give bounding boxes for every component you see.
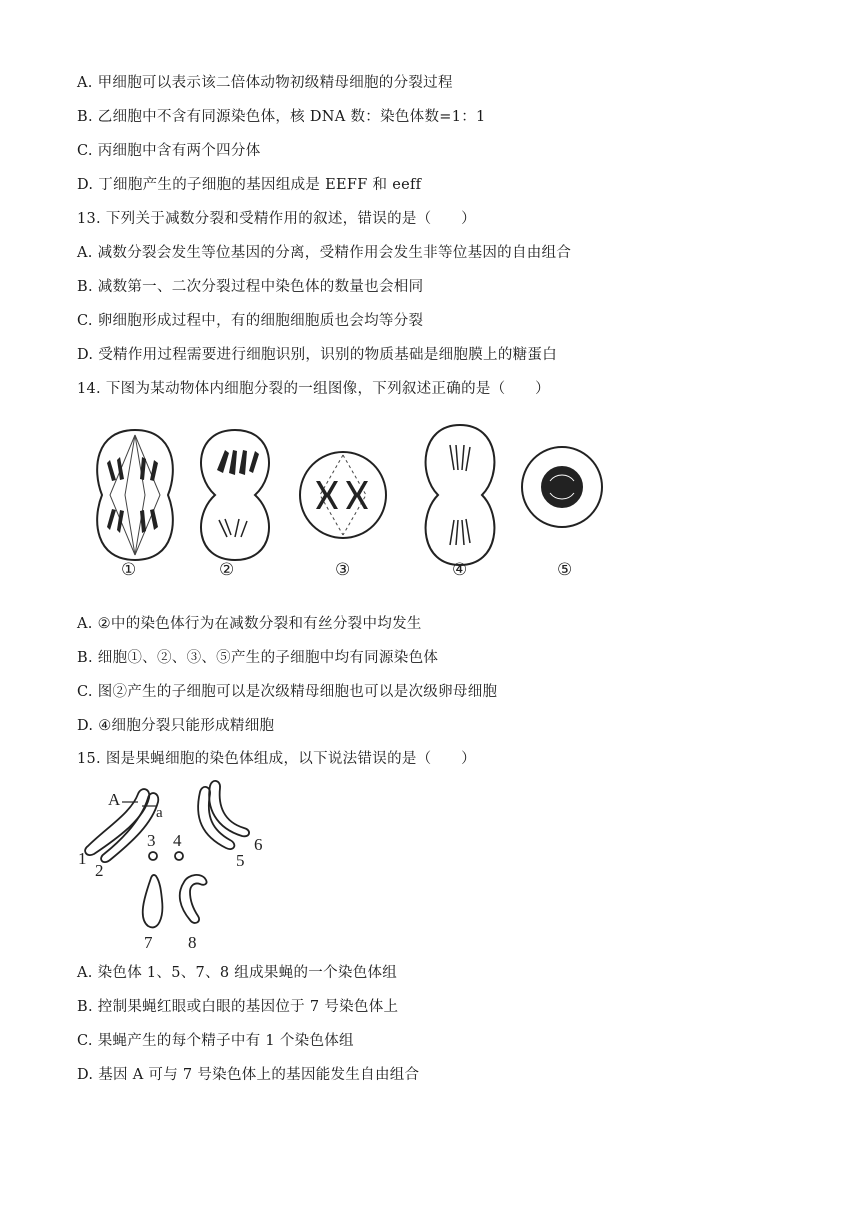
chromosome-label-5: 5 [236, 851, 245, 870]
cell-2-image [201, 430, 269, 560]
q12-option-c: C. 丙细胞中含有两个四分体 [77, 143, 261, 159]
chromosome-label-7: 7 [144, 933, 153, 952]
chromosome-8 [180, 875, 207, 923]
q13-stem: 13. 下列关于减数分裂和受精作用的叙述，错误的是（ ） [77, 211, 476, 227]
q14-option-d: D. ④细胞分裂只能形成精细胞 [77, 718, 275, 734]
chromosome-label-4: 4 [173, 831, 182, 850]
q12-option-d: D. 丁细胞产生的子细胞的基因组成是 EEFF 和 eeff [77, 177, 422, 193]
chromosome-label-2: 2 [95, 861, 104, 880]
gene-label-a: a [156, 805, 163, 821]
q13-option-c: C. 卵细胞形成过程中，有的细胞细胞质也会均等分裂 [77, 313, 424, 329]
cell-4-image [426, 425, 495, 565]
cell-division-figure [80, 415, 620, 590]
chromosome-7 [143, 875, 163, 927]
q13-option-a: A. 减数分裂会发生等位基因的分离，受精作用会发生非等位基因的自由组合 [77, 245, 572, 261]
q12-option-b: B. 乙细胞中不含有同源染色体，核 DNA 数：染色体数=1：1 [77, 109, 486, 125]
q14-option-c: C. 图②产生的子细胞可以是次级精母细胞也可以是次级卵母细胞 [77, 684, 498, 700]
cell-label-5: ⑤ [557, 560, 573, 579]
cell-label-1: ① [121, 560, 137, 579]
q13-option-b: B. 减数第一、二次分裂过程中染色体的数量也会相同 [77, 279, 424, 295]
cell-label-2: ② [219, 560, 235, 579]
q15-option-d: D. 基因 A 可与 7 号染色体上的基因能发生自由组合 [77, 1067, 420, 1083]
chromosome-4 [175, 852, 183, 860]
q12-option-a: A. 甲细胞可以表示该二倍体动物初级精母细胞的分裂过程 [77, 75, 453, 91]
cell-5-image [522, 447, 602, 527]
cell-label-3: ③ [335, 560, 351, 579]
cell-3-image [300, 452, 386, 538]
q14-stem: 14. 下图为某动物体内细胞分裂的一组图像，下列叙述正确的是（ ） [77, 381, 550, 397]
q13-option-d: D. 受精作用过程需要进行细胞识别，识别的物质基础是细胞膜上的糖蛋白 [77, 347, 558, 363]
gene-label-A: A [108, 790, 121, 809]
chromosome-3 [149, 852, 157, 860]
chromosome-label-6: 6 [254, 835, 263, 854]
q14-option-a: A. ②中的染色体行为在减数分裂和有丝分裂中均发生 [77, 616, 422, 632]
cell-label-4: ④ [452, 560, 468, 579]
q15-stem: 15. 图是果蝇细胞的染色体组成，以下说法错误的是（ ） [77, 751, 476, 767]
q15-option-a: A. 染色体 1、5、7、8 组成果蝇的一个染色体组 [77, 965, 398, 981]
q15-option-c: C. 果蝇产生的每个精子中有 1 个染色体组 [77, 1033, 354, 1049]
q14-option-b: B. 细胞①、②、③、⑤产生的子细胞中均有同源染色体 [77, 650, 439, 666]
chromosome-label-8: 8 [188, 933, 197, 952]
fruit-fly-chromosome-figure [76, 778, 276, 953]
cell-1-image [97, 430, 173, 560]
chromosome-label-1: 1 [78, 849, 87, 868]
chromosome-label-3: 3 [147, 831, 156, 850]
q15-option-b: B. 控制果蝇红眼或白眼的基因位于 7 号染色体上 [77, 999, 399, 1015]
